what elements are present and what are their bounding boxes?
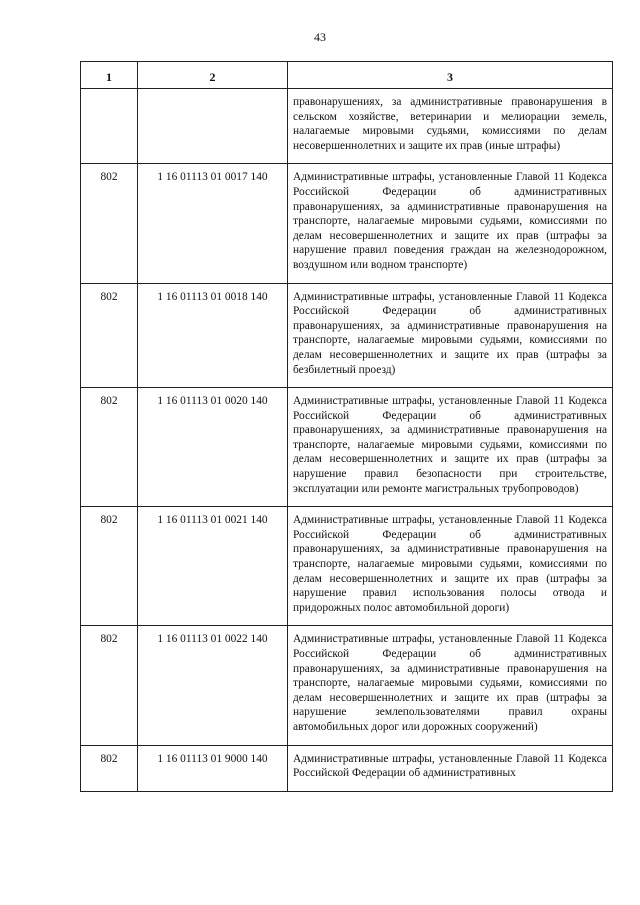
table-row <box>81 507 613 626</box>
description-cell: Административные штрафы, установленные Главой 11 Кодекса Российской Федерации об административных правонарушениях, за административные правонарушения на транспорте, налагаемые мировыми судьями, комиссиями по делам несовершеннолетних и защите их прав (штрафы за нарушение землепользователями правил охраны автомобильных дорог или дорожных сооружений) <box>288 626 613 745</box>
description-cell: правонарушениях, за административные правонарушения в сельском хозяйстве, ветеринарии и мелиорации земель, налагаемые мировыми судьями, комиссиями по делам несовершеннолетних и защите их прав (иные штрафы) <box>288 89 613 164</box>
admin-code-cell: 802 <box>81 507 138 626</box>
page-number: 43 <box>314 30 326 44</box>
header-col-2: 2 <box>138 62 288 89</box>
description-cell: Административные штрафы, установленные Главой 11 Кодекса Российской Федерации об административных <box>288 745 613 791</box>
description-cell: Административные штрафы, установленные Главой 11 Кодекса Российской Федерации об административных правонарушениях, за административные правонарушения на транспорте, налагаемые мировыми судьями, комиссиями по делам несовершеннолетних и защите их прав (штрафы за нарушение правил безопасности при строительстве, эксплуатации или ремонте магистральных трубопроводов) <box>288 388 613 507</box>
admin-code-cell: 802 <box>81 164 138 283</box>
table-row <box>81 626 613 745</box>
table-row <box>81 89 613 164</box>
description-cell: Административные штрафы, установленные Главой 11 Кодекса Российской Федерации об административных правонарушениях, за административные правонарушения на транспорте, налагаемые мировыми судьями, комиссиями по делам несовершеннолетних и защите их прав (штрафы за нарушение правил использования полосы отвода и придорожных полос автомобильной дороги) <box>288 507 613 626</box>
kbk-code-cell <box>138 89 288 164</box>
kbk-code-cell: 1 16 01113 01 0018 140 <box>138 283 288 388</box>
table-row <box>81 283 613 388</box>
admin-code-cell: 802 <box>81 626 138 745</box>
table-row <box>81 388 613 507</box>
admin-code-cell: 802 <box>81 283 138 388</box>
description-cell: Административные штрафы, установленные Главой 11 Кодекса Российской Федерации об административных правонарушениях, за административные правонарушения на транспорте, налагаемые мировыми судьями, комиссиями по делам несовершеннолетних и защите их прав (штрафы за нарушение правил поведения граждан на железнодорожном, воздушном или водном транспорте) <box>288 164 613 283</box>
table-row <box>81 745 613 791</box>
admin-code-cell: 802 <box>81 388 138 507</box>
admin-code-cell: 802 <box>81 745 138 791</box>
budget-codes-table <box>80 61 613 792</box>
table-row <box>81 164 613 283</box>
header-col-3: 3 <box>288 62 613 89</box>
header-col-1: 1 <box>81 62 138 89</box>
kbk-code-cell: 1 16 01113 01 0020 140 <box>138 388 288 507</box>
kbk-code-cell: 1 16 01113 01 0021 140 <box>138 507 288 626</box>
admin-code-cell <box>81 89 138 164</box>
kbk-code-cell: 1 16 01113 01 9000 140 <box>138 745 288 791</box>
kbk-code-cell: 1 16 01113 01 0017 140 <box>138 164 288 283</box>
description-cell: Административные штрафы, установленные Главой 11 Кодекса Российской Федерации об административных правонарушениях, за административные правонарушения на транспорте, налагаемые мировыми судьями, комиссиями по делам несовершеннолетних и защите их прав (штрафы за безбилетный проезд) <box>288 283 613 388</box>
kbk-code-cell: 1 16 01113 01 0022 140 <box>138 626 288 745</box>
table-header-row <box>81 62 613 89</box>
